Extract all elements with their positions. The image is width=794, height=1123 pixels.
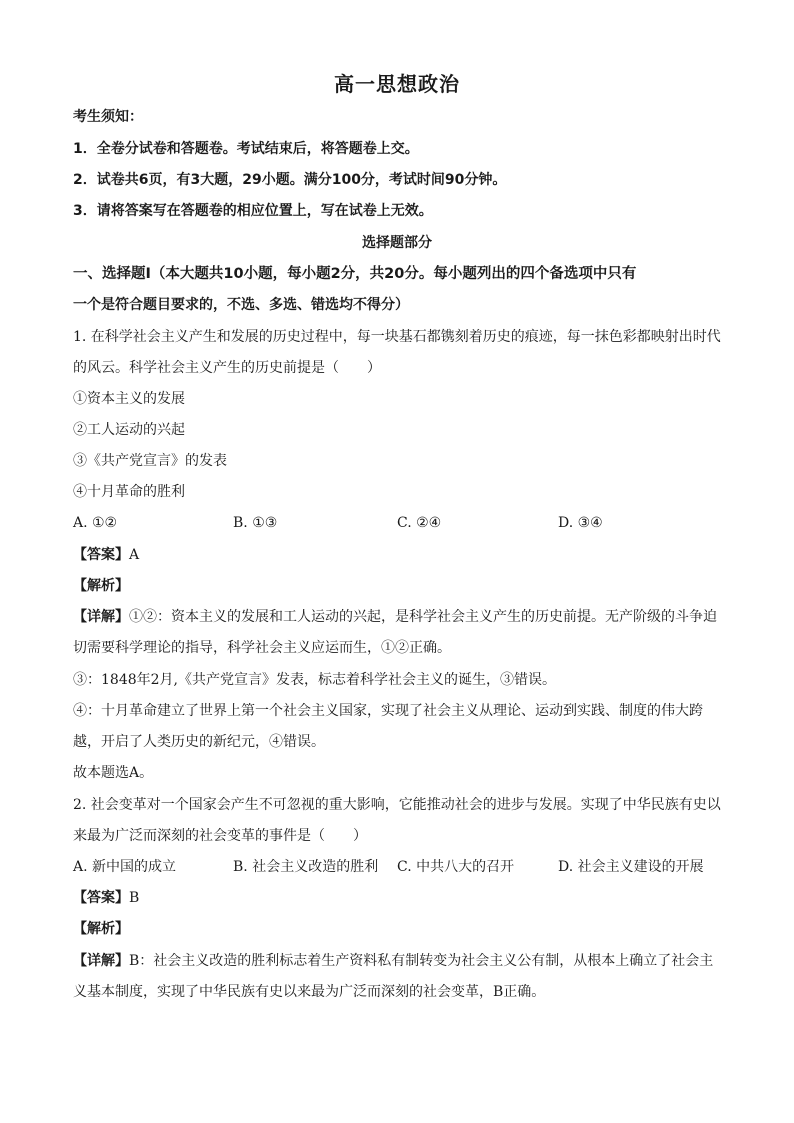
- q1-item-2: ②工人运动的兴起: [73, 422, 185, 438]
- part1-instruction-line2: 一个是符合题目要求的，不选、多选、错选均不得分）: [73, 297, 409, 313]
- q2-analysis-tag: 【解析】: [73, 921, 129, 937]
- q2-option-d: D. 社会主义建设的开展: [558, 859, 704, 875]
- q2-stem-line1: 2. 社会变革对一个国家会产生不可忽视的重大影响，它能推动社会的进步与发展。实现了中华民族有史以: [73, 797, 721, 813]
- q2-detail-line1: [73, 951, 713, 971]
- q2-answer-tag: 【答案】: [73, 890, 129, 906]
- notice-heading: 考生须知：: [73, 109, 143, 125]
- q2-detail-line2: 义基本制度，实现了中华民族有史以来最为广泛而深刻的社会变革，B正确。: [73, 984, 546, 1000]
- q1-answer-value: A: [129, 547, 140, 563]
- q1-option-c: C. ②④: [397, 515, 442, 531]
- q2-option-a: A. 新中国的成立: [73, 859, 177, 875]
- q1-option-b: B. ①③: [233, 515, 278, 531]
- q1-answer-tag: 【答案】: [73, 547, 129, 563]
- q1-stem-line2: 的风云。科学社会主义产生的历史前提是（ ）: [73, 360, 381, 376]
- q1-detail-line3: ③：1848年2月,《共产党宣言》发表，标志着科学社会主义的诞生，③错误。: [73, 672, 556, 688]
- q1-detail-line4: ④：十月革命建立了世界上第一个社会主义国家，实现了社会主义从理论、运动到实践、制度的伟大跨: [73, 703, 703, 719]
- q1-detail-tag: 【详解】: [73, 609, 129, 625]
- q2-answer-row: [73, 888, 139, 908]
- notice-item-3: 3．请将答案写在答题卷的相应位置上，写在试卷上无效。: [73, 203, 433, 219]
- q1-analysis-row: [73, 576, 129, 596]
- q2-option-b: B. 社会主义改造的胜利: [233, 859, 379, 875]
- notice-item-2: 2．试卷共6页，有3大题，29小题。满分100分，考试时间90分钟。: [73, 172, 507, 188]
- q2-analysis-row: [73, 919, 129, 939]
- q1-stem-line1: 1. 在科学社会主义产生和发展的历史过程中，每一块基石都镌刻着历史的痕迹，每一抹色彩都映射出时代: [73, 329, 721, 345]
- page-title: 高一思想政治: [334, 72, 460, 96]
- q1-detail-text-1: ①②：资本主义的发展和工人运动的兴起，是科学社会主义产生的历史前提。无产阶级的斗争迫: [129, 609, 717, 625]
- section-title: 选择题部分: [362, 235, 432, 251]
- q1-item-1: ①资本主义的发展: [73, 391, 185, 407]
- q1-detail-line2: 切需要科学理论的指导，科学社会主义应运而生，①②正确。: [73, 640, 451, 656]
- q1-conclusion: 故本题选A。: [73, 765, 154, 781]
- q1-option-a: A. ①②: [73, 515, 118, 531]
- q1-analysis-tag: 【解析】: [73, 578, 129, 594]
- q2-answer-value: B: [129, 890, 140, 906]
- notice-item-1: 1．全卷分试卷和答题卷。考试结束后，将答题卷上交。: [73, 141, 419, 157]
- q1-option-d: D. ③④: [558, 515, 603, 531]
- q1-item-3: ③《共产党宣言》的发表: [73, 453, 227, 469]
- q2-option-c: C. 中共八大的召开: [397, 859, 515, 875]
- q1-detail-line5: 越，开启了人类历史的新纪元，④错误。: [73, 734, 325, 750]
- part1-instruction-line1: 一、选择题Ⅰ（本大题共10小题，每小题2分，共20分。每小题列出的四个备选项中只有: [73, 266, 637, 282]
- q2-detail-text-1: B：社会主义改造的胜利标志着生产资料私有制转变为社会主义公有制，从根本上确立了社会主: [129, 953, 714, 969]
- q2-detail-tag: 【详解】: [73, 953, 129, 969]
- q1-detail-line1: [73, 607, 717, 627]
- q1-answer-row: [73, 545, 139, 565]
- q2-stem-line2: 来最为广泛而深刻的社会变革的事件是（ ）: [73, 828, 367, 844]
- q1-item-4: ④十月革命的胜利: [73, 484, 185, 500]
